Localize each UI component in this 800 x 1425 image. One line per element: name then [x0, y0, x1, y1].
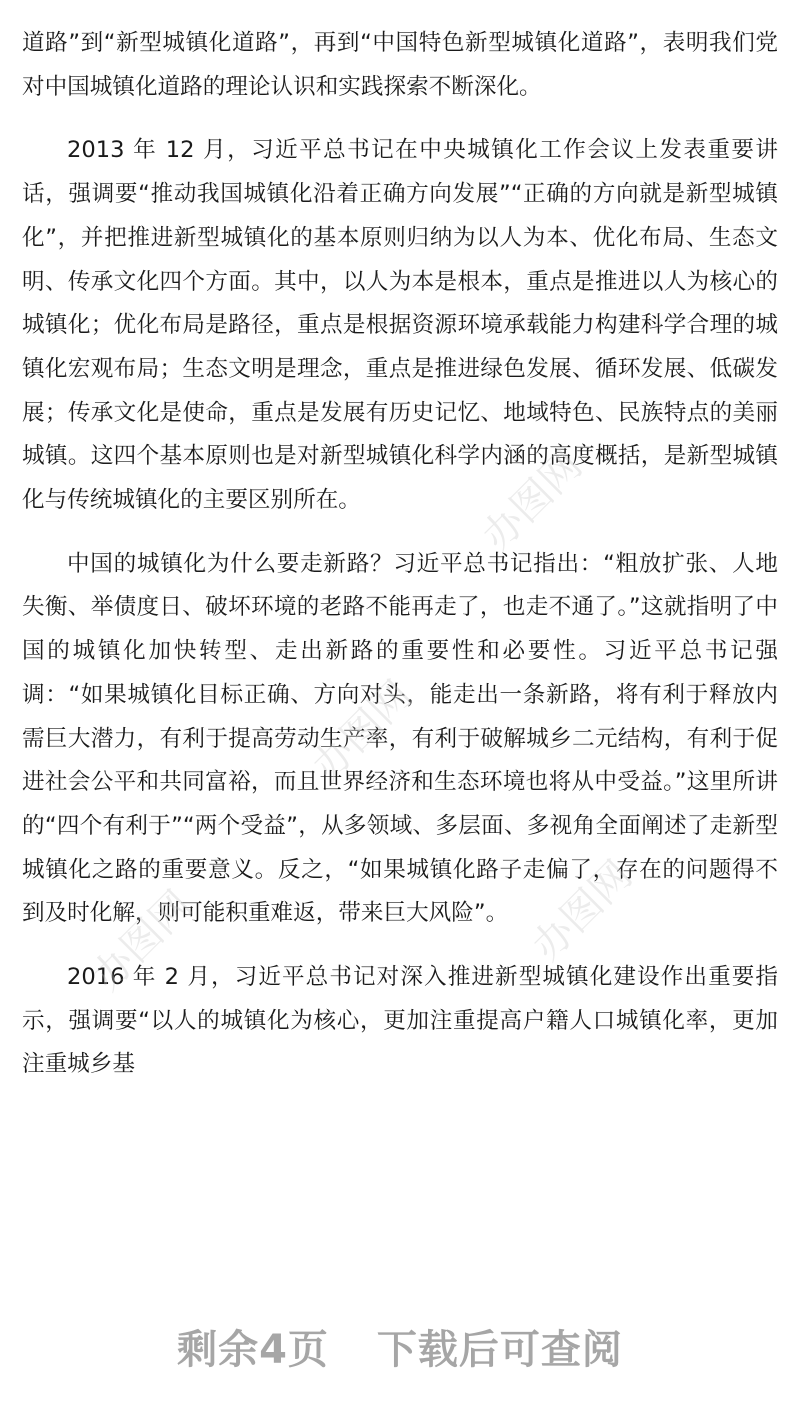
paragraph-2016: 2016 年 2 月，习近平总书记对深入推进新型城镇化建设作出重要指示，强调要“以人的城镇化为核心，更加注重提高户籍人口城镇化率，更加注重城乡基: [22, 964, 778, 1078]
watermark-logo: 办图网: [83, 882, 202, 1000]
remaining-pages-text: 剩余4页: [177, 1327, 329, 1373]
remaining-pages-banner[interactable]: [0, 1318, 800, 1375]
watermark-logo: 办图网: [523, 852, 642, 970]
watermark-logo: 办图网: [303, 672, 422, 790]
watermark-logo: 办图网: [473, 442, 592, 560]
paragraph-continued: 道路”到“新型城镇化道路”，再到“中国特色新型城镇化道路”，表明我们党对中国城镇化道路的理论认识和实践探索不断深化。: [22, 30, 778, 100]
document-body: [22, 22, 778, 1107]
download-hint-text: 下载后可查阅: [376, 1327, 623, 1373]
paragraph-new-road: 中国的城镇化为什么要走新路？习近平总书记指出：“粗放扩张、人地失衡、举债度日、破坏环境的老路不能再走了，也走不通了。”这就指明了中国的城镇化加快转型、走出新路的重要性和必要性。习近平总书记强调：“如果城镇化目标正确、方向对头，能走出一条新路，将有利于释放内需巨大潜力，有利于提高劳动生产率，有利于破解城乡二元结构，有利于促进社会公平和共同富裕，而且世界经济和生态环境也将从中受益。”这里所讲的“四个有利于”“两个受益”，从多领域、多层面、多视角全面阐述了走新型城镇化之路的重要意义。反之，“如果城镇化路子走偏了，存在的问题得不到及时化解，则可能积重难返，带来巨大风险”。: [22, 550, 778, 927]
paragraph-2013: 2013 年 12 月，习近平总书记在中央城镇化工作会议上发表重要讲话，强调要“推动我国城镇化沿着正确方向发展”“正确的方向就是新型城镇化”，并把推进新型城镇化的基本原则归纳为以人为本、优化布局、生态文明、传承文化四个方面。其中，以人为本是根本，重点是推进以人为核心的城镇化；优化布局是路径，重点是根据资源环境承载能力构建科学合理的城镇化宏观布局；生态文明是理念，重点是推进绿色发展、循环发展、低碳发展；传承文化是使命，重点是发展有历史记忆、地域特色、民族特点的美丽城镇。这四个基本原则也是对新型城镇化科学内涵的高度概括，是新型城镇化与传统城镇化的主要区别所在。: [22, 137, 778, 514]
